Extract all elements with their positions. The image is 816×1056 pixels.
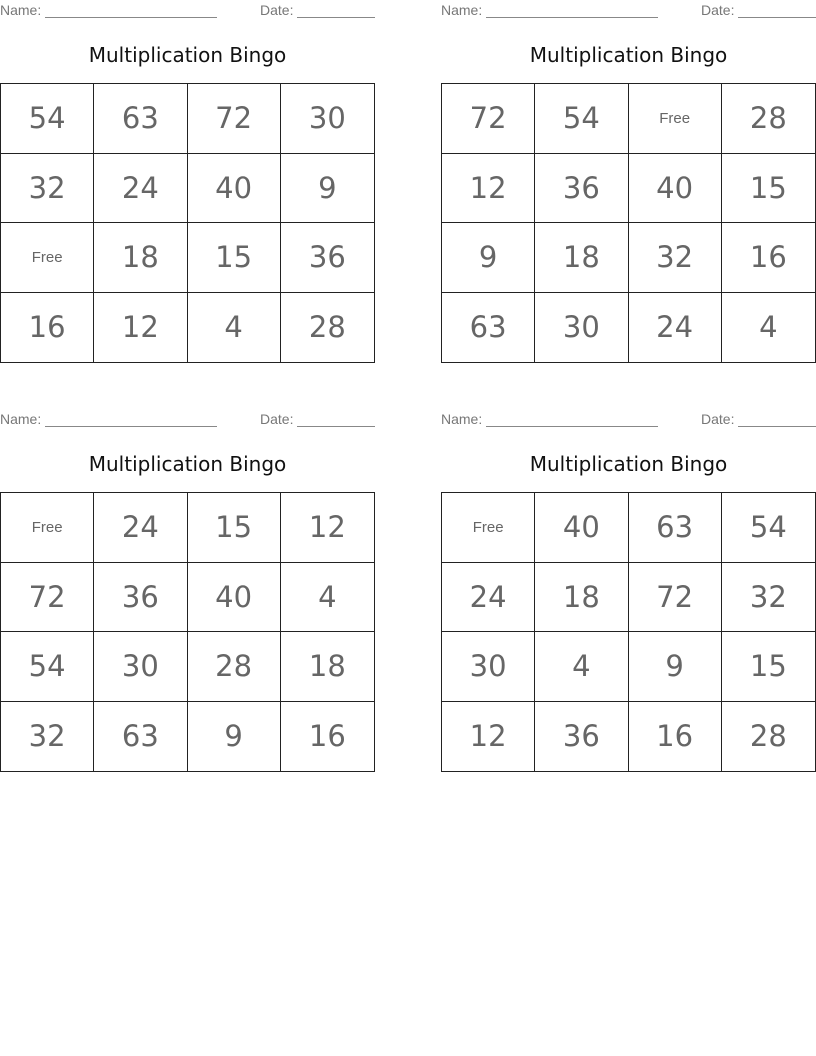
card-title: Multiplication Bingo: [529, 452, 728, 476]
name-label: Name:: [441, 2, 483, 18]
bingo-cell: 36: [535, 154, 628, 224]
free-space-cell: Free: [442, 493, 535, 563]
bingo-cell: 9: [442, 223, 535, 293]
bingo-cell: 36: [535, 702, 628, 772]
bingo-grid: [441, 83, 816, 363]
date-blank-line: [297, 17, 375, 18]
bingo-cell: 32: [1, 702, 94, 772]
bingo-cell: 15: [722, 632, 815, 702]
card-title: Multiplication Bingo: [88, 43, 287, 67]
name-blank-line: [486, 426, 658, 427]
bingo-cell: 28: [749, 719, 787, 754]
free-space-cell: Free: [629, 84, 722, 154]
bingo-cell: 24: [94, 493, 187, 563]
bingo-cell: 28: [308, 310, 346, 345]
date-label: Date:: [260, 411, 294, 427]
bingo-cell: 18: [535, 563, 628, 633]
bingo-grid: [0, 492, 375, 772]
bingo-cell: 63: [442, 293, 535, 363]
bingo-cell: 54: [1, 84, 94, 154]
bingo-cell: 24: [94, 154, 187, 224]
bingo-cell: 30: [442, 632, 535, 702]
bingo-cell: 40: [188, 563, 281, 633]
bingo-cell: 40: [535, 493, 628, 563]
name-blank-line: [45, 426, 217, 427]
bingo-cell: 15: [188, 493, 281, 563]
bingo-cell: 32: [722, 563, 815, 633]
bingo-cell: 72: [442, 84, 535, 154]
bingo-cell: 12: [442, 702, 535, 772]
bingo-cell: 12: [442, 154, 535, 224]
bingo-card: [441, 0, 816, 364]
bingo-cell: 18: [94, 223, 187, 293]
bingo-cell: 16: [1, 293, 94, 363]
card-title: Multiplication Bingo: [529, 43, 728, 67]
bingo-cell: 18: [281, 632, 374, 702]
bingo-cell: 4: [188, 293, 281, 363]
name-blank-line: [45, 17, 217, 18]
bingo-cell: 16: [722, 223, 815, 293]
bingo-cell: 54: [1, 632, 94, 702]
bingo-cell: 63: [629, 493, 722, 563]
bingo-cell: 36: [281, 223, 374, 293]
bingo-cell: 63: [94, 84, 187, 154]
name-date-row: [441, 2, 816, 20]
bingo-card: [441, 409, 816, 773]
name-label: Name:: [441, 411, 483, 427]
free-space-cell: Free: [1, 493, 94, 563]
bingo-cell: 15: [188, 223, 281, 293]
bingo-cell: 16: [629, 702, 722, 772]
bingo-cell: 30: [94, 632, 187, 702]
date-blank-line: [297, 426, 375, 427]
bingo-cell: 9: [281, 154, 374, 224]
name-label: Name:: [0, 411, 42, 427]
bingo-cell: 72: [629, 563, 722, 633]
bingo-cell: 4: [535, 632, 628, 702]
free-space-cell: Free: [1, 223, 94, 293]
bingo-cell: 40: [629, 154, 722, 224]
date-label: Date:: [701, 411, 735, 427]
bingo-cell: 30: [535, 293, 628, 363]
name-date-row: [0, 411, 375, 429]
bingo-cell: 28: [722, 84, 815, 154]
bingo-cell: 36: [94, 563, 187, 633]
bingo-cell: 4: [759, 310, 778, 345]
bingo-cell: 16: [308, 719, 346, 754]
bingo-cell: 72: [188, 84, 281, 154]
date-blank-line: [738, 17, 816, 18]
bingo-cell: 63: [94, 702, 187, 772]
bingo-cell: 28: [188, 632, 281, 702]
bingo-cell: 24: [442, 563, 535, 633]
date-label: Date:: [260, 2, 294, 18]
bingo-cell: 24: [629, 293, 722, 363]
bingo-grid: [441, 492, 816, 772]
card-title: Multiplication Bingo: [88, 452, 287, 476]
bingo-cell: 15: [722, 154, 815, 224]
bingo-cell: 4: [281, 563, 374, 633]
bingo-cell: 9: [188, 702, 281, 772]
bingo-cell: 54: [722, 493, 815, 563]
bingo-cell: 54: [535, 84, 628, 154]
name-date-row: [0, 2, 375, 20]
bingo-cell: 18: [535, 223, 628, 293]
date-label: Date:: [701, 2, 735, 18]
bingo-card: [0, 0, 375, 364]
name-blank-line: [486, 17, 658, 18]
bingo-cell: 32: [1, 154, 94, 224]
date-blank-line: [738, 426, 816, 427]
bingo-cell: 9: [629, 632, 722, 702]
bingo-cell: 72: [1, 563, 94, 633]
bingo-cell: 12: [94, 293, 187, 363]
name-date-row: [441, 411, 816, 429]
bingo-cell: 32: [629, 223, 722, 293]
bingo-card: [0, 409, 375, 773]
name-label: Name:: [0, 2, 42, 18]
bingo-cell: 30: [281, 84, 374, 154]
bingo-cell: 12: [281, 493, 374, 563]
bingo-cell: 40: [188, 154, 281, 224]
bingo-grid: [0, 83, 375, 363]
